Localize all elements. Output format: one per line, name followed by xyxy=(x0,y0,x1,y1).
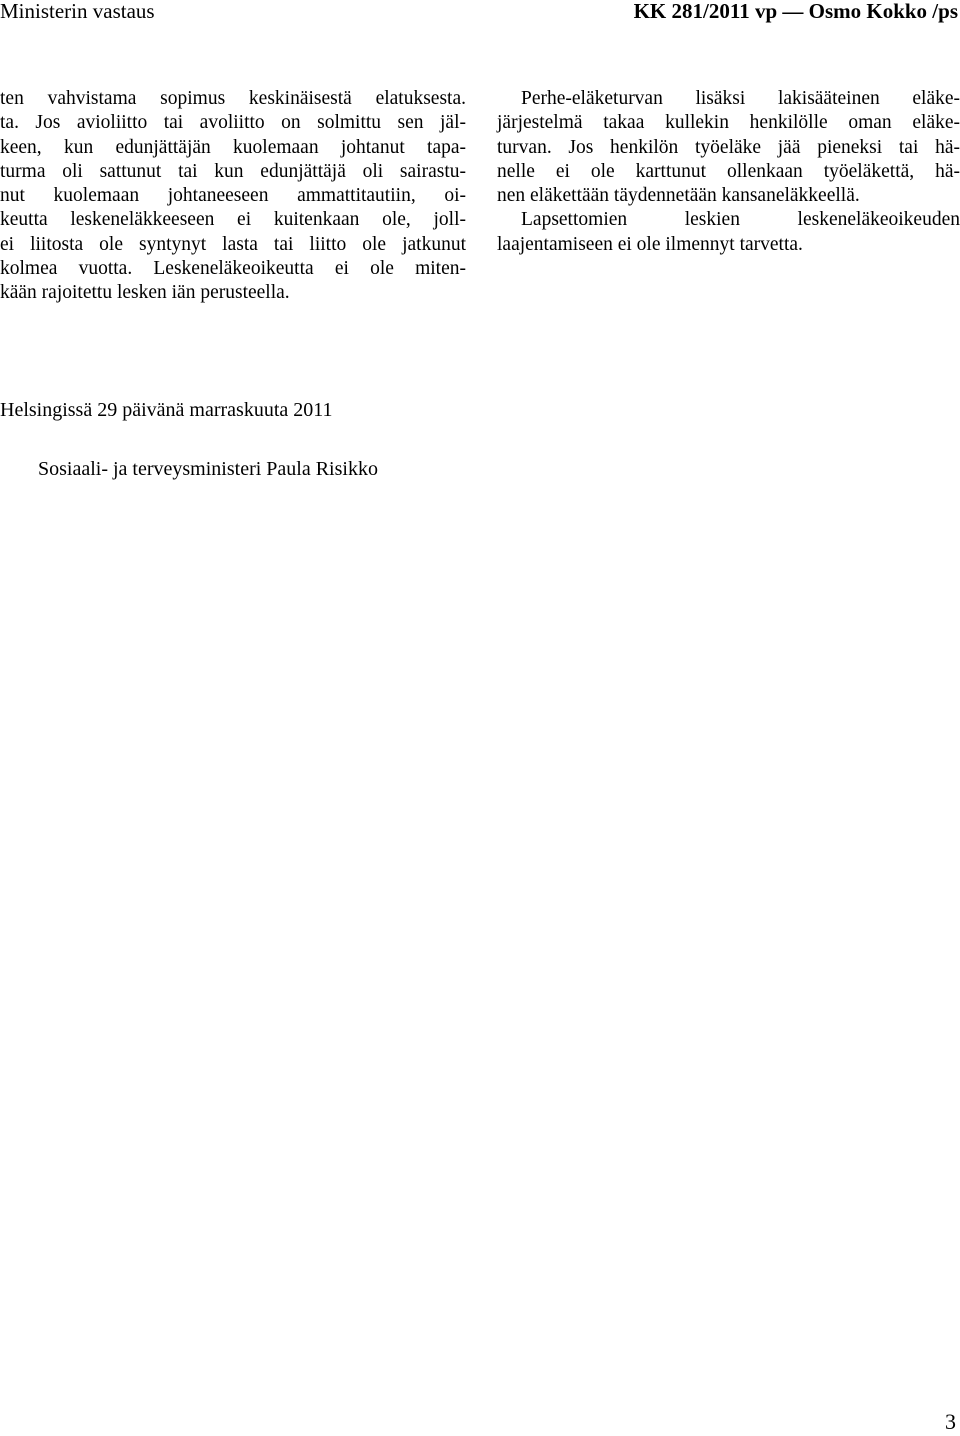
body-text-line: ta. Jos avioliitto tai avoliitto on solmittu sen jäl- xyxy=(0,112,466,134)
right-text-column xyxy=(497,87,960,257)
place-and-date: Helsingissä 29 päivänä marraskuuta 2011 xyxy=(0,399,333,421)
body-text-line: keen, kun edunjättäjän kuolemaan johtanut tapa- xyxy=(0,136,466,158)
body-text-line: Perhe-eläketurvan lisäksi lakisääteinen eläke- xyxy=(521,88,960,109)
body-text-line: nen eläkettään täydennetään kansaneläkkeellä. xyxy=(497,185,860,207)
body-text-line: turvan. Jos henkilön työeläke jää pieneksi tai hä- xyxy=(497,136,960,158)
body-text-line: Lapsettomien leskien leskeneläkeoikeuden xyxy=(521,209,960,231)
header-section-title: Ministerin vastaus xyxy=(0,0,155,23)
body-text-line: ten vahvistama sopimus keskinäisestä elatuksesta. xyxy=(0,88,466,109)
body-text-line: järjestelmä takaa kullekin henkilölle oman eläke- xyxy=(497,112,960,134)
left-text-column xyxy=(0,87,466,306)
body-text-line: nelle ei ole karttunut ollenkaan työeläkettä, hä- xyxy=(497,160,960,182)
header-document-reference: KK 281/2011 vp — Osmo Kokko /ps xyxy=(633,0,958,23)
body-text-line: keutta leskeneläkkeeseen ei kuitenkaan ole, joll- xyxy=(0,209,466,231)
body-text-line: nut kuolemaan johtaneeseen ammattitautiin, oi- xyxy=(0,185,466,207)
minister-signature: Sosiaali- ja terveysministeri Paula Risikko xyxy=(38,458,378,480)
page-header xyxy=(0,0,960,30)
body-text-line: ei liitosta ole syntynyt lasta tai liitto ole jatkunut xyxy=(0,233,466,255)
body-text-line: kolmea vuotta. Leskeneläkeoikeutta ei ole miten- xyxy=(0,258,466,280)
body-text-line: turma oli sattunut tai kun edunjättäjä oli sairastu- xyxy=(0,160,466,182)
body-text-line: kään rajoitettu lesken iän perusteella. xyxy=(0,282,290,304)
body-text-line: laajentamiseen ei ole ilmennyt tarvetta. xyxy=(497,233,803,255)
page-number: 3 xyxy=(945,1409,956,1434)
